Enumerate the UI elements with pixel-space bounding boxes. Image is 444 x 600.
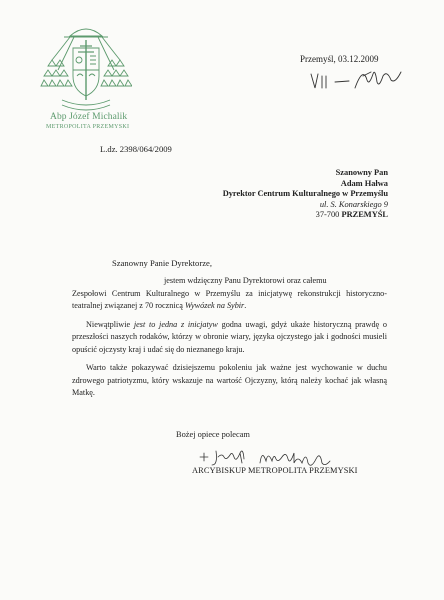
recipient-city: PRZEMYŚL bbox=[341, 210, 388, 220]
signatory-title: ARCYBISKUP METROPOLITA PRZEMYSKI bbox=[192, 466, 358, 475]
recipient-postal-code: 37-700 bbox=[315, 210, 340, 220]
body-paragraph-3: Warto także pokazywać dzisiejszemu pokoleniu jak ważne jest wychowanie w duchu zdrowego patriotyzmu, który wskazuje na wartość Ojczyzny, którą należy kochać jak własną Matkę. bbox=[72, 363, 387, 397]
reference-number: L.dz. 2398/064/2009 bbox=[100, 144, 172, 154]
body-paragraph-1-text: Zespołowi Centrum Kulturalnego w Przemyślu za inicjatywę rekonstrukcji historyczno-teatralnej związanej z 70 rocznicą bbox=[72, 288, 387, 310]
author-name: Abp Józef Michalik bbox=[50, 112, 128, 122]
body-paragraph-2 bbox=[72, 319, 387, 357]
body-paragraph-1-emphasis: Wywózek na Sybir bbox=[184, 301, 245, 310]
recipient-address bbox=[223, 168, 388, 221]
recipient-name: Adam Hałwa bbox=[340, 178, 388, 188]
recipient-street: ul. S. Konarskiego 9 bbox=[319, 199, 388, 209]
closing-phrase: Bożej opiece polecam bbox=[176, 430, 250, 439]
body-paragraph-2-emphasis: jest to jedna z inicjatyw bbox=[133, 319, 218, 329]
author-title: METROPOLITA PRZEMYSKI bbox=[46, 124, 130, 130]
place-date: Przemyśl, 03.12.2009 bbox=[300, 54, 379, 64]
recipient-line-1: Szanowny Pan bbox=[335, 168, 388, 177]
letter-body bbox=[72, 275, 387, 406]
body-paragraph-2-start: Niewątpliwie bbox=[86, 319, 134, 329]
body-paragraph-1 bbox=[72, 275, 387, 313]
salutation: Szanowny Panie Dyrektorze, bbox=[112, 258, 212, 268]
body-paragraph-1-opening: jestem wdzięczny Panu Dyrektorowi oraz całemu bbox=[164, 276, 327, 285]
body-paragraph-1-end: . bbox=[244, 301, 247, 310]
body-paragraph-2-text: godna uwagi, gdyż ukaże historyczną prawdę o przeszłości naszych rodaków, którzy w obronie wiary, języka ojczystego jak i godności musieli opuścić ojczysty kraj i udać się do nieznanego kraju. bbox=[72, 319, 387, 354]
recipient-position: Dyrektor Centrum Kulturalnego w Przemyślu bbox=[222, 189, 388, 199]
date-signature-icon bbox=[305, 62, 405, 94]
recipient-city-line bbox=[223, 210, 388, 221]
coat-of-arms-icon bbox=[40, 20, 132, 115]
